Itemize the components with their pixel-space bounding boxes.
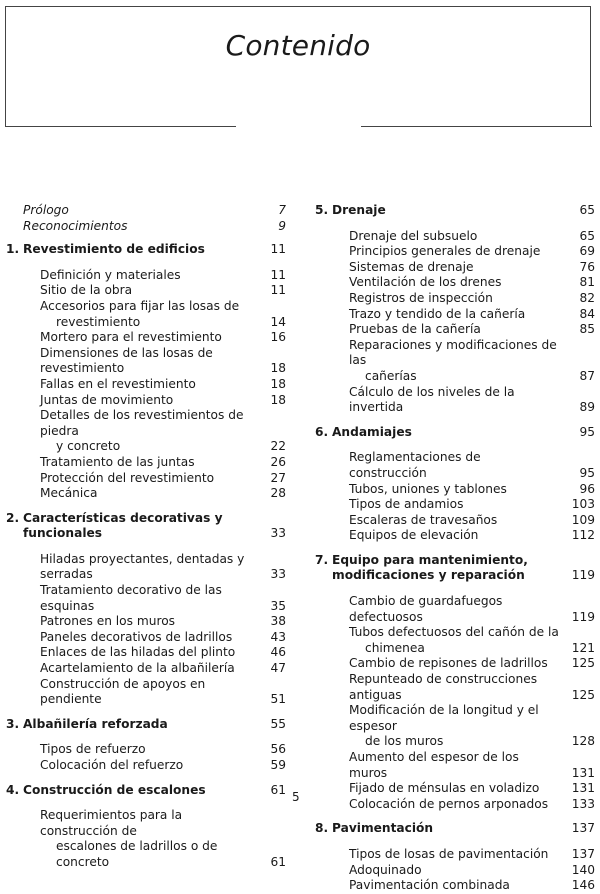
- page-ref: 11: [270, 267, 286, 282]
- entry-title: [23, 511, 250, 542]
- entry-title: [332, 275, 559, 291]
- entry-title-line: Tratamiento decorativo de las esquinas: [40, 583, 222, 613]
- entry-title: [332, 307, 559, 323]
- page-ref: 47: [270, 661, 286, 676]
- entry-title-line: Repunteado de construcciones antiguas: [349, 672, 538, 702]
- toc-entry: [6, 299, 286, 330]
- page-ref: 119: [571, 568, 595, 583]
- entry-title-line: Tubos defectuosos del cañón de la: [349, 625, 559, 640]
- chapter-number: [315, 513, 332, 529]
- page-ref: 95: [579, 424, 595, 439]
- entry-title: [23, 219, 250, 235]
- chapter-number: [315, 229, 332, 245]
- entry-title: [332, 656, 559, 672]
- toc-column-left: [6, 203, 286, 871]
- chapter-number: [315, 750, 332, 781]
- chapter-number: [6, 346, 23, 377]
- page-ref: 35: [270, 598, 286, 613]
- page-ref: 119: [571, 609, 595, 624]
- toc-entry: [315, 656, 595, 672]
- entry-title: [332, 497, 559, 513]
- entry-title: [332, 821, 559, 837]
- entry-title: [23, 486, 250, 502]
- toc-chapter: [315, 425, 595, 441]
- toc-front-matter: [6, 203, 286, 219]
- toc-entry: [315, 703, 595, 750]
- entry-title-line: Patrones en los muros: [40, 614, 176, 629]
- toc-entry: [315, 878, 595, 894]
- title-box-bottom-rule-left: [5, 126, 236, 127]
- page-ref: 43: [270, 629, 286, 644]
- page-ref: 131: [571, 765, 595, 780]
- chapter-number: 5.: [315, 203, 329, 217]
- chapter-number: [315, 781, 332, 797]
- chapter-number: [6, 455, 23, 471]
- chapter-number: [315, 482, 332, 498]
- toc-entry: [315, 291, 595, 307]
- chapter-number: [6, 552, 23, 583]
- entry-title: [23, 455, 250, 471]
- toc-entry: [315, 750, 595, 781]
- entry-title-line: Pruebas de la cañería: [349, 322, 481, 337]
- entry-title-line: Dimensiones de las losas de revestimiento: [40, 345, 213, 376]
- page-ref: 65: [579, 203, 595, 217]
- entry-title: [332, 425, 559, 441]
- chapter-number: [6, 299, 23, 330]
- entry-title: [332, 513, 559, 529]
- chapter-number: [315, 847, 332, 863]
- chapter-number: [315, 797, 332, 813]
- entry-title-line: Escaleras de travesaños: [349, 512, 498, 527]
- entry-title: [332, 244, 559, 260]
- chapter-number: 7.: [315, 552, 329, 567]
- entry-title: [23, 408, 250, 455]
- entry-title: [332, 847, 559, 863]
- entry-title-line: Andamiajes: [332, 424, 412, 439]
- entry-title: [23, 742, 250, 758]
- toc-entry: [315, 625, 595, 656]
- entry-title-line: Mortero para el revestimiento: [40, 330, 222, 345]
- entry-title-line: Fallas en el revestimiento: [40, 376, 196, 391]
- toc-entry: [315, 672, 595, 703]
- page-ref: 84: [579, 306, 595, 321]
- entry-title-line: Tipos de losas de pavimentación: [349, 846, 549, 861]
- entry-title: [23, 677, 250, 708]
- entry-title: [332, 385, 559, 416]
- toc-front-matter: [6, 219, 286, 235]
- page-ref: 121: [571, 640, 595, 655]
- entry-title: [332, 338, 559, 385]
- toc-entry: [6, 808, 286, 870]
- entry-title-line: Equipo para mantenimiento,: [332, 552, 528, 567]
- page-ref: 76: [579, 259, 595, 274]
- page-ref: 65: [579, 228, 595, 243]
- entry-title-line: Albañilería reforzada: [23, 716, 168, 731]
- chapter-number: [315, 322, 332, 338]
- entry-title-line: Aumento del espesor de los muros: [349, 750, 519, 780]
- entry-title-line: Sistemas de drenaje: [349, 259, 474, 274]
- entry-title-line: Enlaces de las hiladas del plinto: [40, 645, 236, 660]
- entry-title-continuation: cañerías: [365, 368, 417, 383]
- page-ref: 81: [579, 275, 595, 290]
- entry-title-line: Colocación de pernos arponados: [349, 796, 549, 811]
- entry-title-line: Construcción de escalones: [23, 782, 206, 797]
- entry-title-line: Tubos, uniones y tablones: [349, 481, 507, 496]
- entry-title-line: Accesorios para fijar las losas de: [40, 298, 240, 313]
- entry-title-line: Trazo y tendido de la cañería: [349, 306, 526, 321]
- toc-entry: [315, 781, 595, 797]
- entry-title: [332, 528, 559, 544]
- toc-chapter: [6, 511, 286, 542]
- page-ref: 112: [571, 528, 595, 543]
- toc-entry: [315, 513, 595, 529]
- entry-title-line: Fijado de ménsulas en voladizo: [349, 781, 540, 796]
- toc-chapter: [6, 242, 286, 258]
- entry-title: [332, 553, 559, 584]
- entry-title: [332, 703, 559, 750]
- page-ref: 26: [270, 454, 286, 469]
- toc-entry: [6, 552, 286, 583]
- page-title: Contenido: [225, 29, 371, 62]
- entry-title: [23, 630, 250, 646]
- chapter-number: [6, 742, 23, 758]
- toc-entry: [6, 758, 286, 774]
- toc-entry: [6, 614, 286, 630]
- toc-entry: [315, 797, 595, 813]
- title-box-bottom-rule-right: [361, 126, 592, 127]
- toc-chapter: [315, 203, 595, 219]
- entry-title: [332, 203, 559, 219]
- page-ref: 61: [270, 782, 286, 797]
- page-ref: 125: [571, 687, 595, 702]
- toc-entry: [315, 385, 595, 416]
- page-ref: 18: [270, 376, 286, 391]
- entry-title: [332, 260, 559, 276]
- entry-title-continuation: escalones de ladrillos o de concreto: [56, 839, 218, 869]
- entry-title: [23, 330, 250, 346]
- entry-title: [23, 268, 250, 284]
- entry-title: [332, 863, 559, 879]
- entry-title-line: Acartelamiento de la albañilería: [40, 661, 235, 676]
- toc-entry: [6, 677, 286, 708]
- toc-entry: [6, 630, 286, 646]
- page-ref: 22: [270, 439, 286, 454]
- toc-entry: [315, 450, 595, 481]
- chapter-number: [315, 260, 332, 276]
- chapter-number: [6, 645, 23, 661]
- toc-entry: [6, 330, 286, 346]
- entry-title: [332, 625, 559, 656]
- entry-title: [23, 783, 250, 799]
- entry-title: [23, 808, 250, 870]
- entry-title-line: Colocación del refuerzo: [40, 758, 184, 772]
- toc-chapter: [315, 821, 595, 837]
- chapter-number: [6, 377, 23, 393]
- chapter-number: [315, 291, 332, 307]
- entry-title-line: Pavimentación: [332, 821, 434, 836]
- entry-title-line: Construcción de apoyos en pendiente: [40, 676, 206, 707]
- chapter-number: [315, 528, 332, 544]
- entry-title-line: Definición y materiales: [40, 267, 181, 282]
- chapter-number: [6, 808, 23, 870]
- entry-title: [332, 594, 559, 625]
- entry-title: [332, 482, 559, 498]
- page-ref: 89: [579, 400, 595, 415]
- toc-entry: [315, 338, 595, 385]
- entry-title: [23, 299, 250, 330]
- entry-title-line: Características decorativas y: [23, 510, 223, 525]
- page-ref: 85: [579, 322, 595, 337]
- toc-entry: [6, 283, 286, 299]
- toc-entry: [6, 268, 286, 284]
- entry-title: [332, 291, 559, 307]
- toc-entry: [6, 377, 286, 393]
- toc-entry: [315, 244, 595, 260]
- page-ref: 137: [571, 821, 595, 836]
- entry-title-line: Protección del revestimiento: [40, 470, 215, 485]
- toc-entry: [315, 229, 595, 245]
- entry-title-line: Mecánica: [40, 486, 98, 501]
- toc-entry: [315, 275, 595, 291]
- chapter-number: 6.: [315, 424, 329, 439]
- chapter-number: [315, 497, 332, 513]
- chapter-number: [6, 283, 23, 299]
- toc-entry: [6, 742, 286, 758]
- entry-title-line: Sitio de la obra: [40, 283, 133, 298]
- entry-title: [332, 781, 559, 797]
- toc-entry: [6, 408, 286, 455]
- page-ref: 109: [571, 512, 595, 527]
- entry-title-line: Tipos de andamios: [349, 497, 464, 512]
- entry-title: [23, 346, 250, 377]
- page-number: 5: [292, 790, 300, 804]
- chapter-number: [6, 408, 23, 455]
- chapter-number: 4.: [6, 782, 20, 797]
- chapter-number: 8.: [315, 821, 329, 836]
- page-ref: 95: [579, 465, 595, 480]
- toc-chapter: [315, 553, 595, 584]
- chapter-number: [6, 471, 23, 487]
- entry-title-line: Detalles de los revestimientos de piedra: [40, 408, 244, 438]
- entry-title: [23, 471, 250, 487]
- chapter-number: [6, 219, 23, 235]
- chapter-number: [315, 625, 332, 656]
- entry-title-line: Cambio de repisones de ladrillos: [349, 656, 548, 671]
- chapter-number: [315, 672, 332, 703]
- chapter-number: [6, 330, 23, 346]
- chapter-number: 1.: [6, 242, 20, 257]
- page-ref: 33: [270, 526, 286, 541]
- entry-title: [23, 283, 250, 299]
- page-ref: 69: [579, 244, 595, 259]
- chapter-number: [6, 268, 23, 284]
- page-ref: 87: [579, 368, 595, 383]
- page-ref: 96: [579, 481, 595, 496]
- chapter-number: [6, 661, 23, 677]
- entry-title-line: Reglamentaciones de construcción: [349, 450, 481, 480]
- entry-title-line: Cambio de guardafuegos defectuosos: [349, 594, 503, 624]
- page-ref: 61: [270, 854, 286, 869]
- entry-title: [23, 661, 250, 677]
- entry-title: [332, 878, 559, 894]
- entry-title-line: Equipos de elevación: [349, 528, 479, 543]
- page-ref: 38: [270, 614, 286, 629]
- chapter-number: [6, 486, 23, 502]
- entry-title-line: Registros de inspección: [349, 290, 493, 305]
- entry-title: [332, 322, 559, 338]
- chapter-number: [6, 677, 23, 708]
- page-ref: 16: [270, 330, 286, 345]
- chapter-number: [315, 450, 332, 481]
- entry-title: [23, 242, 250, 258]
- entry-title-line: Juntas de movimiento: [40, 392, 174, 407]
- toc-entry: [315, 847, 595, 863]
- entry-title-line: Requerimientos para la construcción de: [40, 808, 183, 838]
- chapter-number: [315, 594, 332, 625]
- entry-title: [332, 229, 559, 245]
- page-ref: 33: [270, 567, 286, 582]
- chapter-number: [315, 878, 332, 894]
- page-ref: 27: [270, 470, 286, 485]
- page-ref: 125: [571, 656, 595, 671]
- entry-title-line: Tratamiento de las juntas: [40, 454, 195, 469]
- entry-title-line: Adoquinado: [349, 862, 422, 877]
- page-ref: 7: [278, 203, 286, 217]
- page-ref: 146: [571, 878, 595, 893]
- chapter-number: [6, 614, 23, 630]
- page-ref: 46: [270, 645, 286, 660]
- toc-entry: [6, 486, 286, 502]
- entry-title-line: Modificación de la longitud y el espesor: [349, 703, 539, 733]
- page-ref: 56: [270, 742, 286, 757]
- entry-title-line: Ventilación de los drenes: [349, 275, 502, 290]
- page-ref: 11: [270, 283, 286, 298]
- entry-title: [332, 450, 559, 481]
- toc-entry: [6, 471, 286, 487]
- toc-entry: [6, 346, 286, 377]
- entry-title-line: Reconocimientos: [23, 218, 128, 233]
- entry-title: [332, 750, 559, 781]
- page-ref: 51: [270, 692, 286, 707]
- toc-entry: [6, 583, 286, 614]
- chapter-number: [6, 583, 23, 614]
- chapter-number: [6, 393, 23, 409]
- chapter-number: 3.: [6, 716, 20, 731]
- page-ref: 140: [571, 862, 595, 877]
- page-ref: 28: [270, 486, 286, 501]
- toc-entry: [315, 497, 595, 513]
- toc-chapter: [6, 783, 286, 799]
- page-ref: 59: [270, 758, 286, 772]
- entry-title: [23, 645, 250, 661]
- page-ref: 131: [571, 781, 595, 796]
- page-ref: 137: [571, 846, 595, 861]
- entry-title-line: Hiladas proyectantes, dentadas y serradas: [40, 551, 245, 582]
- entry-title-line: Reparaciones y modificaciones de las: [349, 337, 557, 368]
- toc-entry: [315, 260, 595, 276]
- entry-title-line: Paneles decorativos de ladrillos: [40, 629, 233, 644]
- page-ref: 18: [270, 392, 286, 407]
- entry-title-continuation: chimenea: [365, 640, 425, 655]
- toc-column-right: [315, 203, 595, 894]
- toc-entry: [315, 307, 595, 323]
- entry-title: [23, 614, 250, 630]
- entry-title-line: Cálculo de los niveles de la invertida: [349, 384, 515, 415]
- toc-entry: [315, 528, 595, 544]
- chapter-number: [315, 307, 332, 323]
- chapter-number: 2.: [6, 510, 20, 525]
- entry-title-line: Pavimentación combinada: [349, 878, 510, 893]
- page-ref: 128: [571, 734, 595, 749]
- entry-title: [23, 377, 250, 393]
- toc-chapter: [6, 717, 286, 733]
- entry-title-continuation: revestimiento: [56, 314, 141, 329]
- page-ref: 18: [270, 361, 286, 376]
- entry-title-continuation: y concreto: [56, 439, 121, 454]
- chapter-number: [315, 703, 332, 750]
- page-ref: 9: [278, 218, 286, 233]
- chapter-number: [6, 630, 23, 646]
- entry-title: [332, 672, 559, 703]
- entry-title-continuation: modificaciones y reparación: [332, 568, 525, 583]
- page-ref: 133: [571, 796, 595, 811]
- toc-entry: [315, 322, 595, 338]
- entry-title-continuation: de los muros: [365, 734, 444, 749]
- entry-title-line: Drenaje: [332, 203, 386, 217]
- entry-title: [23, 583, 250, 614]
- toc-entry: [315, 594, 595, 625]
- toc-entry: [6, 455, 286, 471]
- toc-entry: [6, 661, 286, 677]
- entry-title-line: Revestimiento de edificios: [23, 242, 205, 257]
- toc-entry: [6, 393, 286, 409]
- toc-entry: [6, 645, 286, 661]
- chapter-number: [315, 863, 332, 879]
- chapter-number: [315, 275, 332, 291]
- chapter-number: [315, 244, 332, 260]
- page-ref: 82: [579, 290, 595, 305]
- title-box: [5, 6, 591, 127]
- entry-title: [23, 717, 250, 733]
- entry-title-line: Drenaje del subsuelo: [349, 228, 478, 243]
- chapter-number: [315, 656, 332, 672]
- entry-title-line: Prólogo: [23, 203, 69, 217]
- toc-entry: [315, 863, 595, 879]
- chapter-number: [6, 758, 23, 774]
- chapter-number: [315, 338, 332, 385]
- chapter-number: [315, 385, 332, 416]
- entry-title: [23, 203, 250, 219]
- entry-title: [332, 797, 559, 813]
- entry-title-continuation: funcionales: [23, 526, 103, 541]
- page-ref: 55: [270, 716, 286, 731]
- page-ref: 11: [270, 242, 286, 257]
- entry-title: [23, 758, 250, 774]
- chapter-number: [6, 203, 23, 219]
- entry-title-line: Principios generales de drenaje: [349, 244, 541, 259]
- page-ref: 14: [270, 314, 286, 329]
- entry-title: [23, 552, 250, 583]
- entry-title: [23, 393, 250, 409]
- page-ref: 103: [571, 497, 595, 512]
- entry-title-line: Tipos de refuerzo: [40, 742, 146, 757]
- toc-entry: [315, 482, 595, 498]
